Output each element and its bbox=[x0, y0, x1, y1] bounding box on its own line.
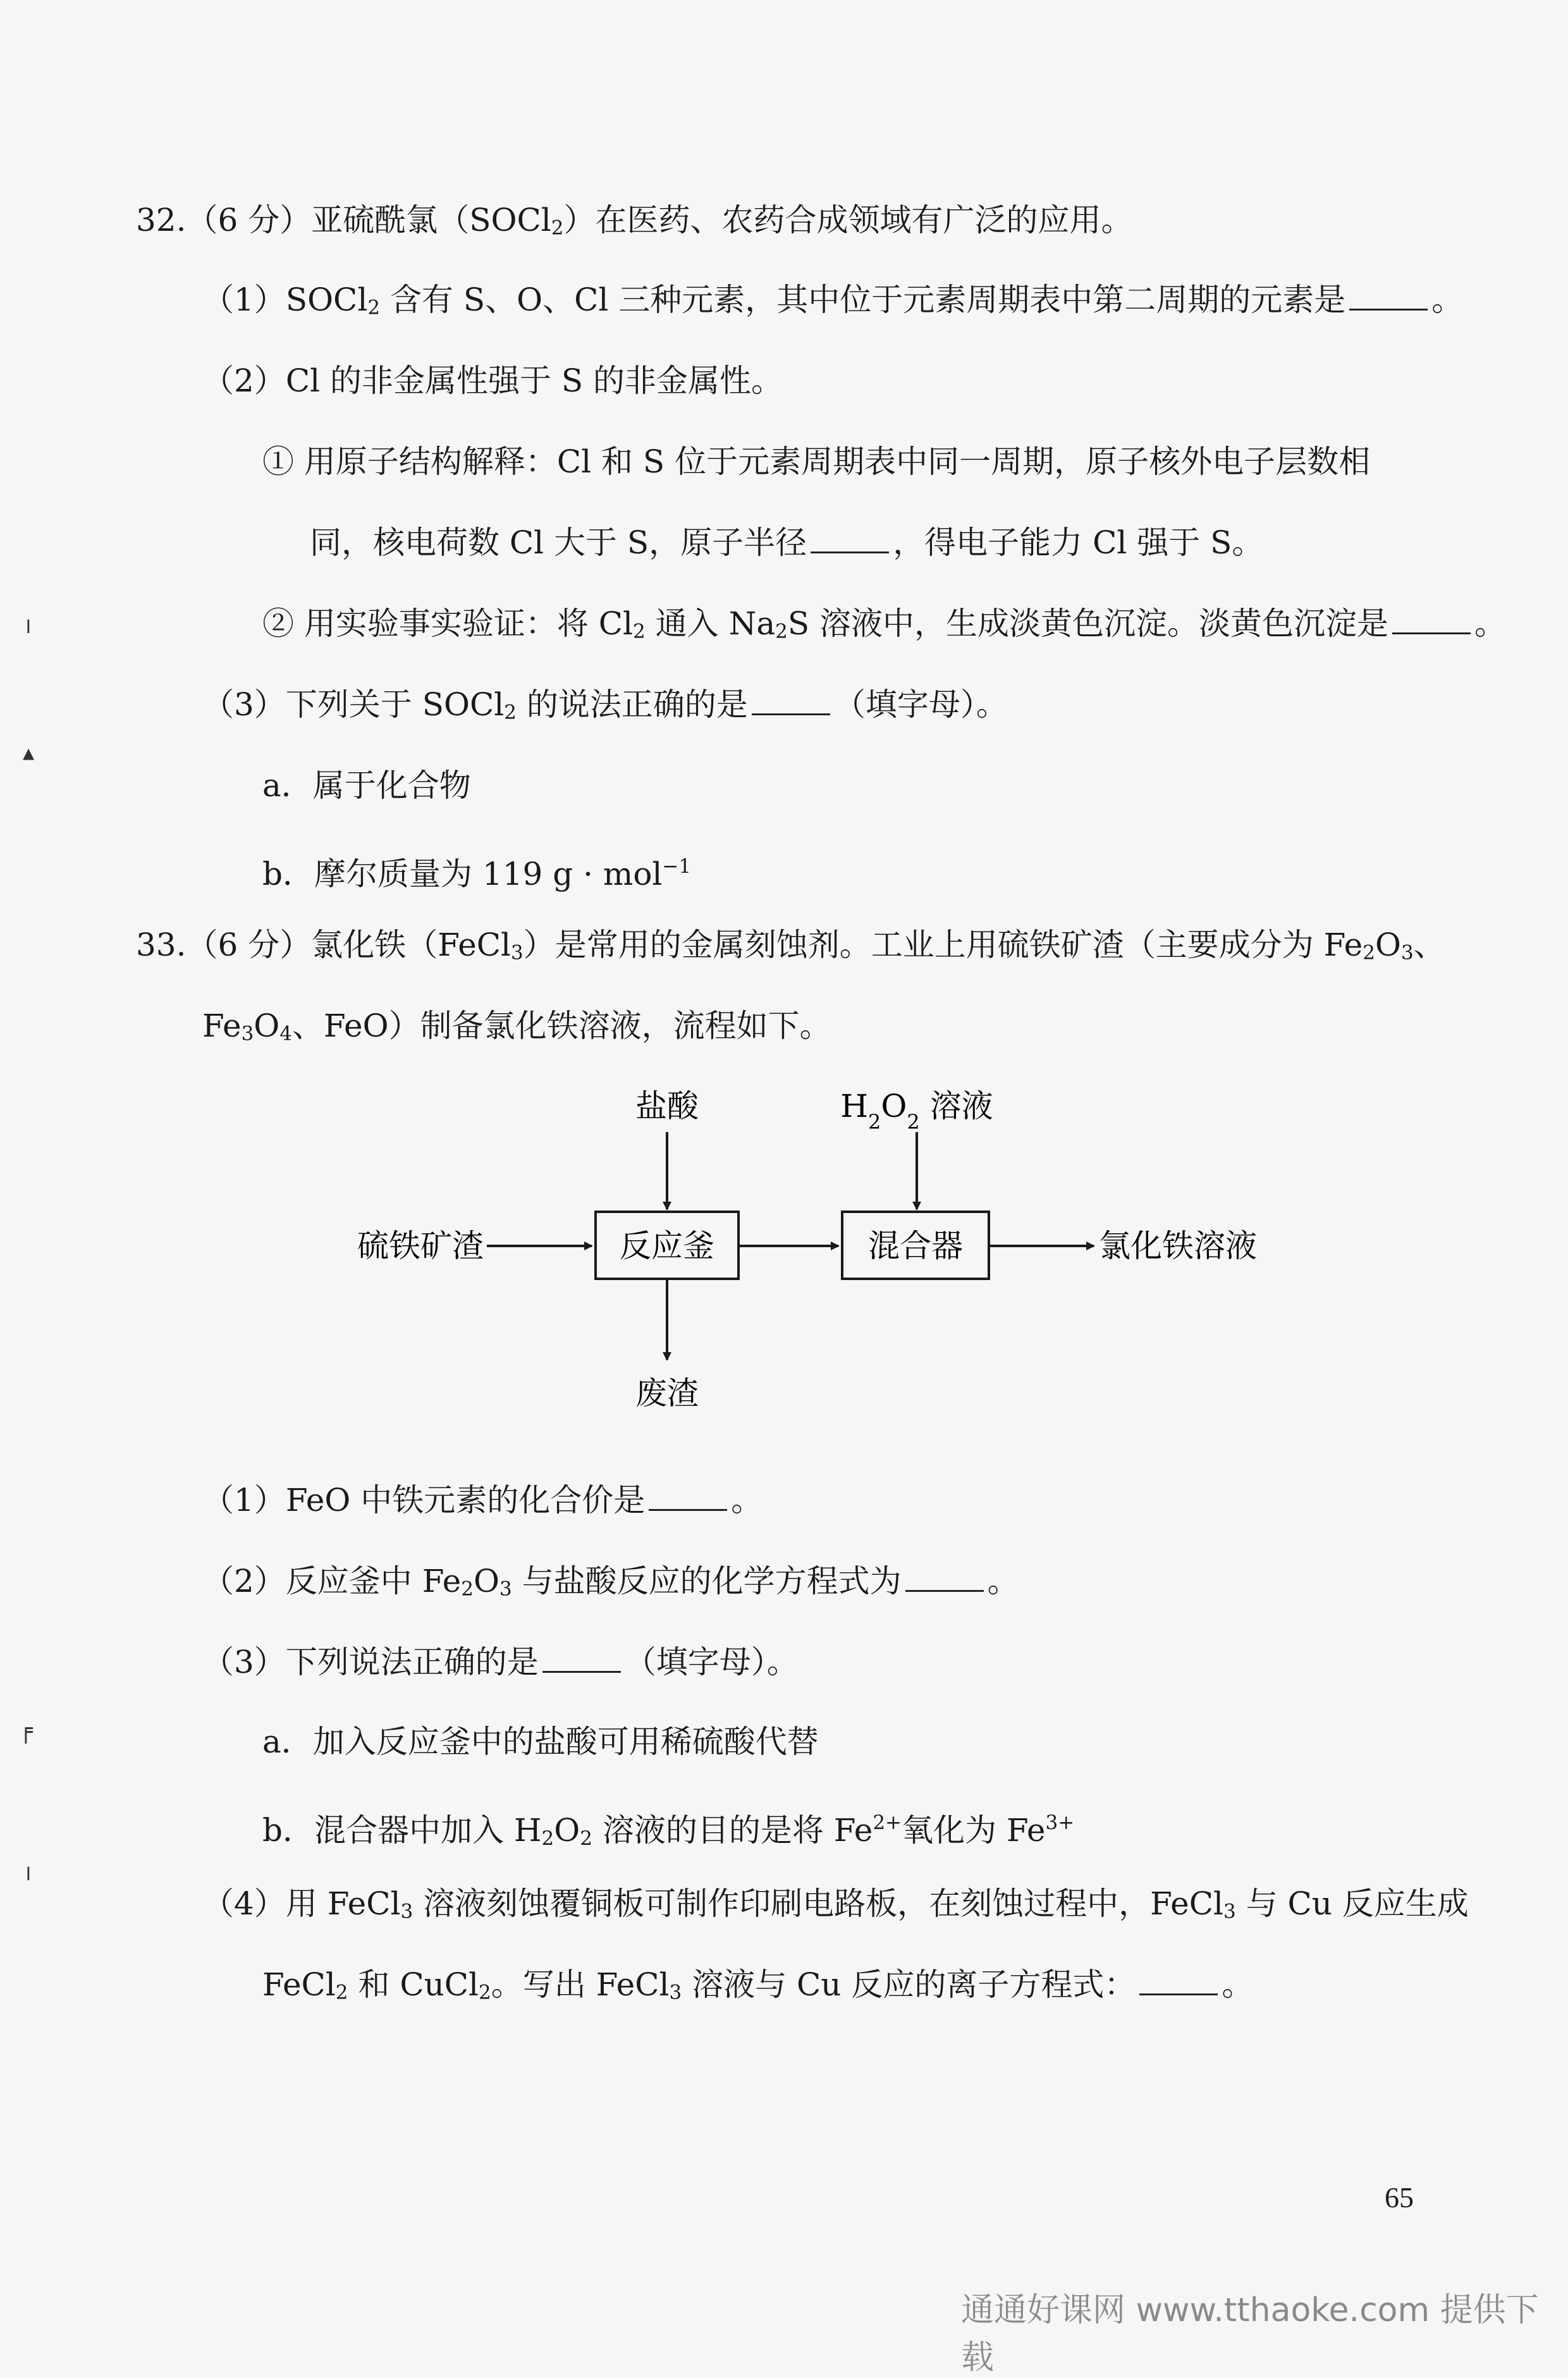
answer-blank[interactable] bbox=[1139, 1964, 1218, 1995]
stem-text: ）在医药、农药合成领域有广泛的应用。 bbox=[563, 202, 1133, 238]
punct: 。 bbox=[1431, 281, 1464, 318]
stem-text: ）是常用的金属刻蚀剂。工业上用硫铁矿渣（主要成分为 Fe bbox=[523, 927, 1363, 963]
part-text: O bbox=[474, 1563, 499, 1599]
score: （6 分） bbox=[186, 202, 312, 238]
margin-speck: ╷ bbox=[21, 1854, 35, 1880]
subscript: 3 bbox=[669, 1981, 682, 2004]
stem-text: 亚硫酰氯（SOCl bbox=[311, 202, 551, 238]
watermark: 通通好课网 www.tthaoke.com 提供下载 bbox=[961, 2291, 1539, 2377]
mixer-label: 混合器 bbox=[868, 1228, 963, 1264]
option-text: O bbox=[554, 1812, 580, 1849]
subscript: 2 bbox=[504, 701, 517, 724]
part-text: 与盐酸反应的化学方程式为 bbox=[511, 1563, 902, 1599]
part-text: 溶液与 Cu 反应的离子方程式： bbox=[682, 1966, 1136, 2003]
punct: 。 bbox=[1222, 1966, 1254, 2003]
q33-part4-line1 bbox=[202, 1883, 1469, 1932]
answer-blank[interactable] bbox=[905, 1561, 984, 1592]
q33-part4-line2 bbox=[262, 1964, 1253, 2013]
question-number: 33. bbox=[136, 927, 187, 963]
subscript: 2 bbox=[479, 1981, 491, 2004]
question-number: 32. bbox=[136, 202, 187, 238]
subscript: 2 bbox=[633, 620, 646, 643]
part-text: 下列关于 SOCl bbox=[285, 686, 505, 723]
part-label: （1） bbox=[202, 1482, 286, 1519]
part-text: ① 用原子结构解释：Cl 和 S 位于元素周期表中同一周期，原子核外电子层数相 bbox=[262, 443, 1371, 480]
answer-blank[interactable] bbox=[542, 1642, 621, 1673]
part-text: SOCl bbox=[285, 281, 368, 318]
part-text: 。写出 FeCl bbox=[491, 1966, 670, 2003]
subscript: 2 bbox=[580, 1827, 592, 1850]
punct: 。 bbox=[731, 1482, 763, 1519]
part-text: S 溶液中，生成淡黄色沉淀。淡黄色沉淀是 bbox=[787, 605, 1389, 642]
output-ferric-chloride-solution: 氯化铁溶液 bbox=[1099, 1228, 1257, 1264]
margin-speck: ╷ bbox=[21, 607, 35, 633]
stem-text: 、FeO）制备氯化铁溶液，流程如下。 bbox=[292, 1007, 831, 1044]
input-hydrochloric-acid: 盐酸 bbox=[635, 1088, 699, 1124]
stem-text: O bbox=[1375, 927, 1401, 963]
part-text: 的说法正确的是 bbox=[516, 686, 748, 723]
subscript: 2 bbox=[541, 1827, 554, 1850]
subscript: 3 bbox=[1400, 941, 1414, 964]
score: （6 分） bbox=[186, 927, 312, 963]
subscript: 3 bbox=[241, 1022, 254, 1045]
part-text: 和 CuCl bbox=[348, 1966, 479, 2003]
subscript: 3 bbox=[1223, 1900, 1236, 1923]
subscript: 2 bbox=[335, 1981, 348, 2004]
stem-text: 氯化铁（FeCl bbox=[311, 927, 511, 963]
input-h2o2-solution: $H_2O_2$ 溶液 bbox=[840, 1088, 993, 1134]
superscript: −1 bbox=[662, 855, 692, 878]
option-text: 氧化为 Fe bbox=[902, 1812, 1046, 1849]
subscript: 2 bbox=[775, 620, 788, 643]
part-text: Cl 的非金属性强于 S 的非金属性。 bbox=[285, 362, 783, 399]
part-label: （2） bbox=[202, 1563, 286, 1599]
option-text: a．加入反应釜中的盐酸可用稀硫酸代替 bbox=[262, 1723, 819, 1760]
q33-part3 bbox=[202, 1642, 799, 1682]
part-text: 用 FeCl bbox=[285, 1885, 401, 1922]
part-text: FeO 中铁元素的化合价是 bbox=[285, 1482, 646, 1519]
answer-blank[interactable] bbox=[649, 1480, 727, 1511]
subscript: 2 bbox=[1363, 941, 1375, 964]
superscript: 3+ bbox=[1045, 1811, 1075, 1834]
subscript: 2 bbox=[367, 296, 381, 319]
part-text: （填字母）。 bbox=[833, 686, 1008, 723]
part-label: （4） bbox=[202, 1885, 286, 1922]
option-text: a．属于化合物 bbox=[262, 767, 471, 804]
part-text: 与 Cu 反应生成 bbox=[1235, 1885, 1469, 1922]
q33-part1 bbox=[202, 1480, 763, 1520]
subscript: 2 bbox=[461, 1577, 474, 1601]
punct: 。 bbox=[1474, 605, 1507, 642]
part-label: （3） bbox=[202, 1644, 286, 1680]
punct: 。 bbox=[987, 1563, 1019, 1599]
q33-part2 bbox=[202, 1561, 1019, 1610]
part-label: （2） bbox=[202, 362, 286, 399]
subscript: 2 bbox=[551, 216, 564, 240]
subscript: 4 bbox=[279, 1022, 293, 1045]
part-text: ，得电子能力 Cl 强于 S。 bbox=[893, 524, 1264, 561]
input-pyrite-slag: 硫铁矿渣 bbox=[357, 1228, 484, 1264]
margin-speck: ╒ bbox=[19, 1718, 33, 1744]
part-text: （填字母）。 bbox=[624, 1644, 799, 1680]
option-text: b．混合器中加入 H bbox=[262, 1812, 542, 1849]
part-label: （1） bbox=[202, 281, 286, 318]
part-text: 溶液刻蚀覆铜板可制作印刷电路板，在刻蚀过程中，FeCl bbox=[413, 1885, 1223, 1922]
option-text: b．摩尔质量为 119 g · mol bbox=[262, 856, 663, 893]
stem-text: O bbox=[254, 1007, 280, 1044]
part-text: 下列说法正确的是 bbox=[285, 1644, 539, 1680]
part-text: 反应釜中 Fe bbox=[285, 1563, 462, 1599]
part-text: ② 用实验事实验证：将 Cl bbox=[262, 605, 634, 642]
part-text: 同，核电荷数 Cl 大于 S，原子半径 bbox=[310, 524, 807, 561]
option-text: 溶液的目的是将 Fe bbox=[592, 1812, 873, 1849]
q33-option-a bbox=[262, 1722, 819, 1762]
part-text: 含有 S、O、Cl 三种元素，其中位于元素周期表中第二周期的元素是 bbox=[380, 281, 1346, 318]
subscript: 3 bbox=[400, 1900, 413, 1923]
q33-option-b bbox=[262, 1802, 1074, 1859]
page-number: 65 bbox=[1385, 2181, 1414, 2214]
subscript: 3 bbox=[511, 941, 524, 964]
stem-text: 、 bbox=[1413, 927, 1445, 963]
part-label: （3） bbox=[202, 686, 286, 723]
superscript: 2+ bbox=[873, 1811, 902, 1834]
margin-speck: ▴ bbox=[23, 740, 35, 766]
part-text: FeCl bbox=[262, 1966, 336, 2003]
output-waste-residue: 废渣 bbox=[635, 1375, 699, 1412]
subscript: 3 bbox=[499, 1577, 512, 1601]
part-text: 通入 Na bbox=[645, 605, 776, 642]
stem-text: Fe bbox=[202, 1007, 242, 1044]
reactor-label: 反应釜 bbox=[620, 1228, 714, 1264]
